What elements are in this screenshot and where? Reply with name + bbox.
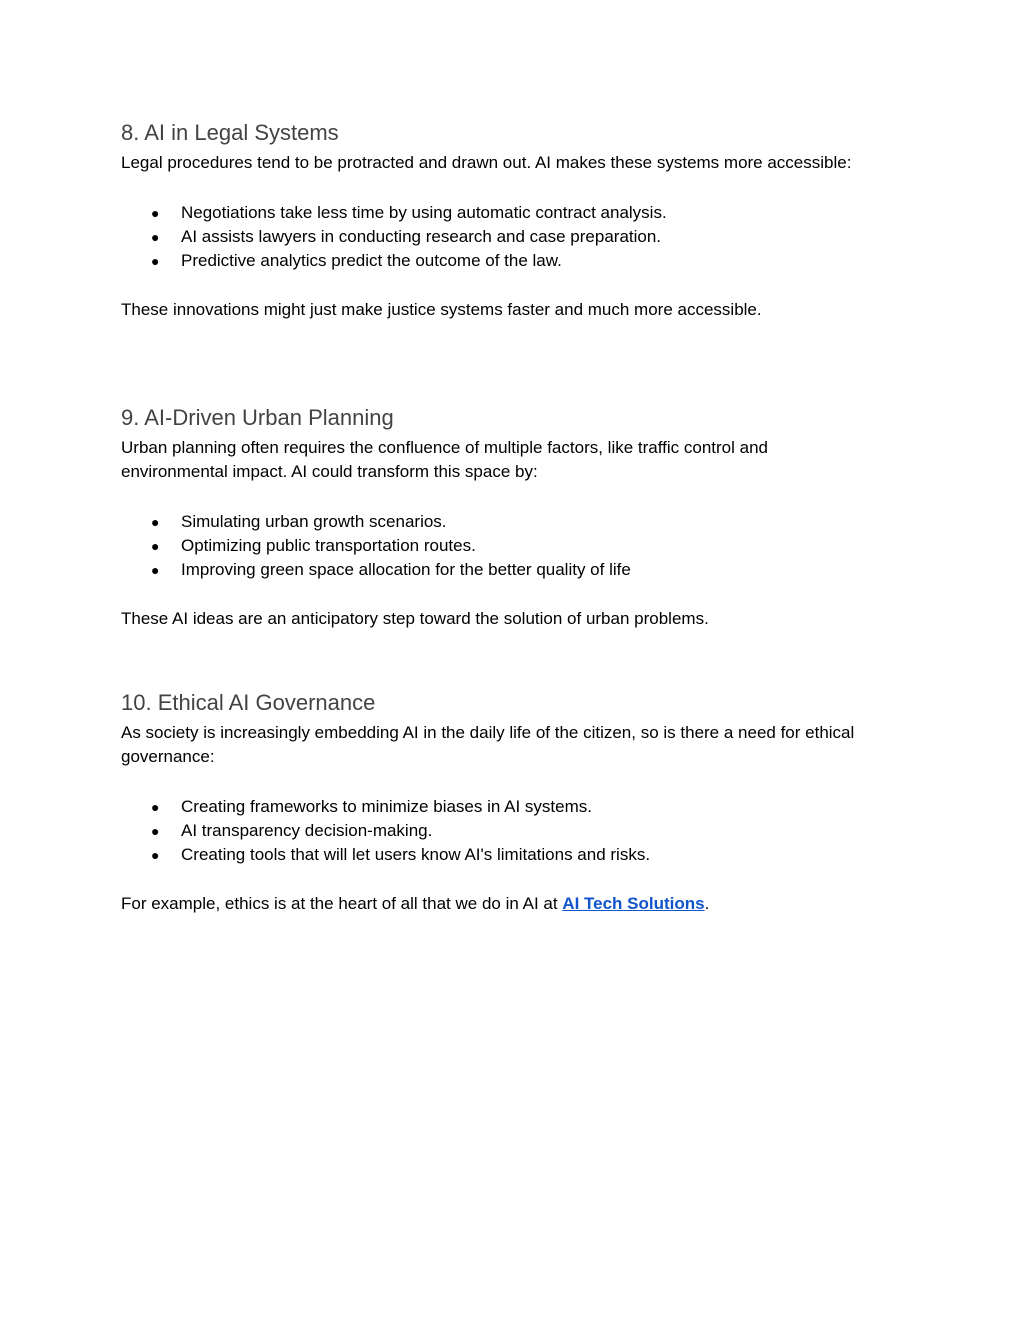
list-item-text: Creating frameworks to minimize biases in AI systems. bbox=[181, 797, 592, 816]
section-outro: These innovations might just make justice systems faster and much more accessible. bbox=[121, 300, 762, 319]
bullet-icon: ● bbox=[151, 514, 160, 530]
list-item bbox=[121, 819, 881, 843]
list-item-text: Negotiations take less time by using automatic contract analysis. bbox=[181, 203, 667, 222]
section-heading: 10. Ethical AI Governance bbox=[121, 690, 376, 715]
list-item-text: AI assists lawyers in conducting research and case preparation. bbox=[181, 227, 662, 246]
list-item bbox=[121, 201, 881, 225]
list-item-text: Improving green space allocation for the better quality of life bbox=[181, 560, 631, 579]
ai-tech-solutions-link[interactable]: AI Tech Solutions bbox=[562, 894, 705, 913]
bullet-icon: ● bbox=[151, 253, 160, 269]
bullet-list bbox=[121, 795, 881, 867]
section-heading: 9. AI-Driven Urban Planning bbox=[121, 405, 394, 430]
section-outro: These AI ideas are an anticipatory step toward the solution of urban problems. bbox=[121, 609, 709, 628]
bullet-icon: ● bbox=[151, 229, 160, 245]
bullet-icon: ● bbox=[151, 847, 160, 863]
bullet-list bbox=[121, 510, 881, 582]
bullet-icon: ● bbox=[151, 799, 160, 815]
section-intro: Urban planning often requires the confluence of multiple factors, like traffic control and environmental impact. AI could transform this space by: bbox=[121, 438, 768, 481]
list-item bbox=[121, 534, 881, 558]
list-item-text: Simulating urban growth scenarios. bbox=[181, 512, 447, 531]
list-item bbox=[121, 843, 881, 867]
list-item-text: Predictive analytics predict the outcome of the law. bbox=[181, 251, 562, 270]
bullet-icon: ● bbox=[151, 205, 160, 221]
section-outro bbox=[121, 892, 881, 916]
section-urban-planning bbox=[121, 404, 881, 631]
bullet-icon: ● bbox=[151, 823, 160, 839]
bullet-icon: ● bbox=[151, 562, 160, 578]
section-legal-systems bbox=[121, 119, 881, 322]
outro-text: For example, ethics is at the heart of all that we do in AI at bbox=[121, 894, 563, 913]
outro-period: . bbox=[704, 894, 710, 913]
list-item bbox=[121, 558, 881, 582]
list-item-text: AI transparency decision-making. bbox=[181, 821, 433, 840]
section-intro: Legal procedures tend to be protracted and drawn out. AI makes these systems more accessible: bbox=[121, 153, 852, 172]
list-item-text: Creating tools that will let users know AI's limitations and risks. bbox=[181, 845, 651, 864]
section-intro: As society is increasingly embedding AI in the daily life of the citizen, so is there a need for ethical governance: bbox=[121, 723, 855, 766]
list-item-text: Optimizing public transportation routes. bbox=[181, 536, 476, 555]
bullet-icon: ● bbox=[151, 538, 160, 554]
list-item bbox=[121, 510, 881, 534]
list-item bbox=[121, 225, 881, 249]
bullet-list bbox=[121, 201, 881, 273]
list-item bbox=[121, 249, 881, 273]
section-ethical-governance bbox=[121, 689, 881, 916]
list-item bbox=[121, 795, 881, 819]
section-heading: 8. AI in Legal Systems bbox=[121, 120, 339, 145]
